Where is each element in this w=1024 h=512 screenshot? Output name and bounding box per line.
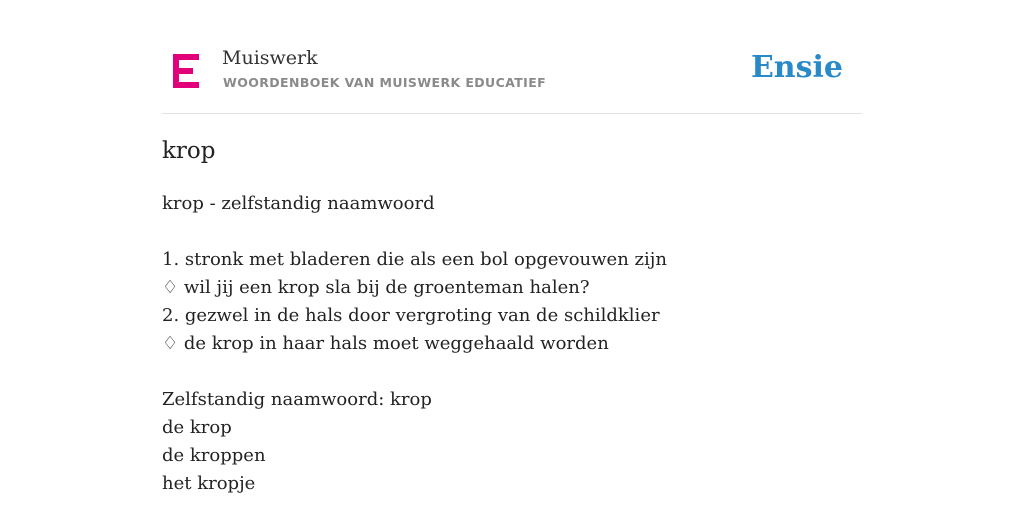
entry-line: ♢ de krop in haar hals moet weggehaald worden xyxy=(162,333,609,354)
muiswerk-logo-icon[interactable] xyxy=(173,54,201,88)
entry-line: de kroppen xyxy=(162,445,266,466)
entry-line: ♢ wil jij een krop sla bij de groenteman halen? xyxy=(162,277,590,298)
entry-line xyxy=(162,358,667,386)
site-header xyxy=(162,40,862,113)
entry-line: krop - zelfstandig naamwoord xyxy=(162,193,435,214)
entry-line: het kropje xyxy=(162,473,256,494)
brand-subtitle: WOORDENBOEK VAN MUISWERK EDUCATIEF xyxy=(223,75,547,90)
ensie-logo-link[interactable]: Ensie xyxy=(750,50,843,85)
entry-line: 2. gezwel in de hals door vergroting van de schildklier xyxy=(162,305,660,326)
entry-line: de krop xyxy=(162,417,232,438)
header-divider xyxy=(162,113,862,114)
entry-body xyxy=(162,190,667,498)
entry-line: 1. stronk met bladeren die als een bol opgevouwen zijn xyxy=(162,249,667,270)
entry-title: krop xyxy=(162,138,216,164)
entry-line xyxy=(162,218,667,246)
brand-name[interactable]: Muiswerk xyxy=(222,47,318,69)
entry-line: Zelfstandig naamwoord: krop xyxy=(162,389,432,410)
